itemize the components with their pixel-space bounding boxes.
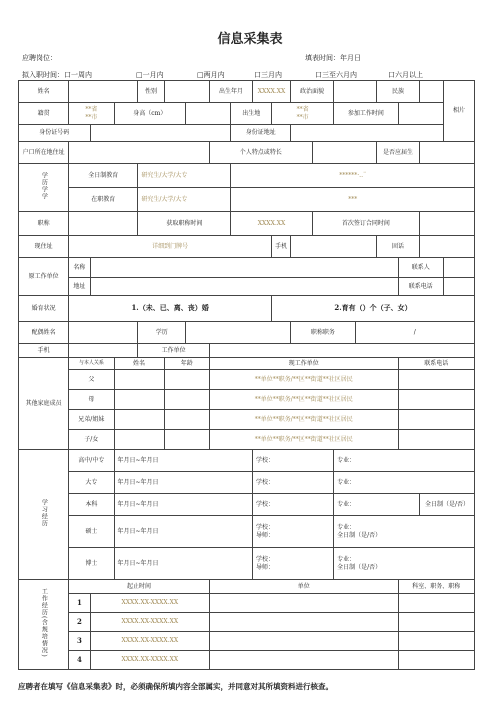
id-addr-field[interactable] xyxy=(291,125,444,142)
native-field[interactable] xyxy=(69,103,114,125)
skill-field[interactable] xyxy=(312,142,376,164)
work-period-field[interactable]: XXXX.XX-XXXX.XX xyxy=(90,594,209,613)
study-level: 博士 xyxy=(69,548,114,580)
birthplace-label: 出生地 xyxy=(231,103,272,125)
name-field[interactable] xyxy=(69,81,138,103)
spouse-job-field[interactable]: / xyxy=(355,322,474,344)
study-dates-field[interactable]: 年月日~年月日 xyxy=(114,450,252,472)
mobile-field[interactable] xyxy=(291,236,377,258)
form-title: 信息采集表 xyxy=(217,32,283,47)
fulltime-label: 全日制教育 xyxy=(69,164,138,188)
native-city: **市 xyxy=(85,113,98,121)
study-school-field[interactable]: 学校： xyxy=(252,472,333,494)
address-field[interactable]: 详细到门牌号 xyxy=(69,236,272,258)
orig-name-field[interactable] xyxy=(90,258,398,278)
study-major-label: 专业： xyxy=(337,524,356,531)
family-employer-header: 现工作单位 xyxy=(209,358,398,370)
orig-phone-field[interactable] xyxy=(443,278,474,296)
parttime-field[interactable]: 研究生/大学/大专 xyxy=(138,188,231,212)
work-period-header: 起止时间 xyxy=(69,580,210,594)
study-school-label: 学校： xyxy=(255,524,274,531)
native-province: **省 xyxy=(85,106,98,113)
native-label: 籍贯 xyxy=(19,103,69,125)
family-phone-field[interactable] xyxy=(398,390,474,410)
work-label-text: 工作经历(含规培情况) xyxy=(40,588,48,659)
family-age-header: 年龄 xyxy=(164,358,209,370)
study-level: 大专 xyxy=(69,472,114,494)
study-dates-field[interactable]: 年月日~年月日 xyxy=(114,494,252,516)
work-row-no: 3 xyxy=(69,632,90,651)
family-name-field[interactable] xyxy=(114,410,164,430)
family-relation-header: 与本人关系 xyxy=(69,358,114,370)
spouse-edu-field[interactable] xyxy=(186,322,291,344)
study-dates-field[interactable]: 年月日~年月日 xyxy=(114,472,252,494)
study-dates-field[interactable]: 年月日~年月日 xyxy=(114,548,252,580)
orig-contact-label: 联系人 xyxy=(398,258,443,278)
family-name-field[interactable] xyxy=(114,430,164,450)
family-age-field[interactable] xyxy=(164,410,209,430)
position-label: 应聘岗位： xyxy=(22,54,57,62)
work-label xyxy=(19,580,69,670)
gender-field[interactable] xyxy=(164,81,209,103)
family-employer-field[interactable]: **单位**职务/**区**街道**社区居民 xyxy=(209,410,398,430)
birthplace-province: **省 xyxy=(296,106,309,113)
study-major-fulltime-field[interactable] xyxy=(334,548,475,580)
id-addr-label: 身份证地址 xyxy=(231,125,291,142)
study-major-label: 专业： xyxy=(337,556,356,563)
family-relation: 母 xyxy=(69,390,114,410)
spouse-edu-label: 学历 xyxy=(138,322,186,344)
title-time-field[interactable]: XXXX.XX xyxy=(231,212,312,236)
orig-phone-label: 联系电话 xyxy=(398,278,443,296)
join-option-6[interactable]: 口六月以上 xyxy=(388,71,423,79)
edu-label xyxy=(19,164,69,212)
work-dept-header: 科室、职务、职称 xyxy=(398,580,474,594)
children-field[interactable]: 2.育有（）个（子、女） xyxy=(272,296,475,322)
family-phone-field[interactable] xyxy=(398,370,474,390)
ethnic-field[interactable] xyxy=(420,81,444,103)
edu-label-text: 学历学学 xyxy=(40,172,48,201)
id-no-field[interactable] xyxy=(90,125,231,142)
study-major-fulltime-field[interactable] xyxy=(334,516,475,548)
work-dept-field[interactable] xyxy=(398,632,474,651)
join-option-1[interactable]: 口一周内 xyxy=(64,71,92,79)
spouse-employer-field[interactable] xyxy=(209,344,474,358)
study-school-advisor-field[interactable] xyxy=(252,548,333,580)
family-age-field[interactable] xyxy=(164,370,209,390)
work-dept-field[interactable] xyxy=(398,594,474,613)
gender-label: 性别 xyxy=(138,81,164,103)
join-option-2[interactable]: □一月内 xyxy=(136,71,164,79)
orig-addr-label: 地址 xyxy=(69,278,90,296)
orig-name-label: 名称 xyxy=(69,258,90,278)
orig-employer-label: 原工作单位 xyxy=(19,258,69,296)
family-age-field[interactable] xyxy=(164,430,209,450)
footer-note: 应聘者在填写《信息采集表》时，必须确保所填内容全部属实，并同意对其所填资料进行核查。 xyxy=(18,682,333,691)
family-phone-field[interactable] xyxy=(398,410,474,430)
study-label xyxy=(19,450,69,580)
study-fulltime-label: 全日制（是/否） xyxy=(337,531,382,539)
spouse-job-label: 职称职务 xyxy=(291,322,355,344)
phone-field[interactable] xyxy=(420,236,475,258)
info-form-table xyxy=(18,80,475,670)
join-label: 拟入职时间： xyxy=(22,71,64,79)
study-level: 高中/中专 xyxy=(69,450,114,472)
orig-addr-field[interactable] xyxy=(90,278,398,296)
join-option-5[interactable]: 口三至六月内 xyxy=(315,71,357,79)
work-time-label: 参加工作时间 xyxy=(334,103,398,125)
family-employer-field[interactable]: **单位**职务/**区**街道**社区居民 xyxy=(209,370,398,390)
work-unit-field[interactable] xyxy=(209,632,398,651)
study-major-field[interactable]: 专业： xyxy=(334,450,475,472)
contract-time-label: 首次签订合同时间 xyxy=(312,212,419,236)
family-relation: 兄弟/姐妹 xyxy=(69,410,114,430)
orig-contact-field[interactable] xyxy=(443,258,474,278)
family-name-field[interactable] xyxy=(114,390,164,410)
work-unit-field[interactable] xyxy=(209,613,398,632)
family-employer-field[interactable]: **单位**职务/**区**街道**社区居民 xyxy=(209,430,398,450)
family-relation: 子/女 xyxy=(69,430,114,450)
marriage-field[interactable]: 1.（未、已、离、丧）婚 xyxy=(69,296,272,322)
study-fulltime-field[interactable]: 全日制（是/否） xyxy=(420,494,475,516)
phone-label: 固话 xyxy=(377,236,420,258)
family-phone-header: 联系电话 xyxy=(398,358,474,370)
birthplace-city: **市 xyxy=(296,113,309,121)
spouse-employer-label: 工作单位 xyxy=(138,344,210,358)
study-advisor-label: 导师： xyxy=(255,531,274,539)
study-school-label: 学校： xyxy=(255,556,274,563)
family-name-header: 姓名 xyxy=(114,358,164,370)
political-field[interactable] xyxy=(334,81,377,103)
birth-label: 出生年月 xyxy=(209,81,252,103)
join-option-3[interactable]: □两月内 xyxy=(197,71,225,79)
hukou-field[interactable] xyxy=(69,142,210,164)
family-name-field[interactable] xyxy=(114,370,164,390)
family-phone-field[interactable] xyxy=(398,430,474,450)
work-unit-field[interactable] xyxy=(209,594,398,613)
work-row-no: 1 xyxy=(69,594,90,613)
study-school-field[interactable]: 学校： xyxy=(252,450,333,472)
study-label-text: 学习经历 xyxy=(40,499,48,528)
id-no-label: 身份证号码 xyxy=(19,125,91,142)
join-option-4[interactable]: 口三月内 xyxy=(254,71,282,79)
study-major-field[interactable]: 专业： xyxy=(334,494,420,516)
study-level: 硕士 xyxy=(69,516,114,548)
address-label: 现住址 xyxy=(19,236,69,258)
political-label: 政治面貌 xyxy=(291,81,334,103)
study-major-field[interactable]: 专业： xyxy=(334,472,475,494)
work-period-field[interactable]: XXXX.XX-XXXX.XX xyxy=(90,613,209,632)
work-dept-field[interactable] xyxy=(398,613,474,632)
parttime-school-field[interactable]: *** xyxy=(231,188,475,212)
marriage-label: 婚育状况 xyxy=(19,296,69,322)
ethnic-label: 民族 xyxy=(377,81,420,103)
work-row-no: 4 xyxy=(69,651,90,670)
name-label: 姓名 xyxy=(19,81,69,103)
birthplace-field[interactable] xyxy=(272,103,334,125)
photo-label: 相片 xyxy=(452,107,465,115)
work-unit-header: 单位 xyxy=(209,580,398,594)
spouse-name-field[interactable] xyxy=(69,322,138,344)
photo-box[interactable] xyxy=(443,81,474,142)
skill-label: 个人特点或特长 xyxy=(209,142,312,164)
mobile-label: 手机 xyxy=(272,236,291,258)
study-fulltime-label: 全日制（是/否） xyxy=(337,563,382,571)
fulltime-school-field[interactable]: ******·‥¨ xyxy=(231,164,475,188)
fulltime-field[interactable]: 研究生/大学/大专 xyxy=(138,164,231,188)
study-school-field[interactable]: 学校： xyxy=(252,494,333,516)
family-age-field[interactable] xyxy=(164,390,209,410)
work-period-field[interactable]: XXXX.XX-XXXX.XX xyxy=(90,651,209,670)
work-period-field[interactable]: XXXX.XX-XXXX.XX xyxy=(90,632,209,651)
title-time-label: 获取职称时间 xyxy=(138,212,231,236)
height-field[interactable] xyxy=(186,103,231,125)
hukou-label: 户口所在地住址 xyxy=(19,142,69,164)
work-unit-field[interactable] xyxy=(209,651,398,670)
title-job-field[interactable] xyxy=(69,212,138,236)
work-row-no: 2 xyxy=(69,613,90,632)
study-level: 本科 xyxy=(69,494,114,516)
work-dept-field[interactable] xyxy=(398,651,474,670)
family-label: 其他家庭成员 xyxy=(19,358,69,450)
family-employer-field[interactable]: **单位**职务/**区**街道**社区居民 xyxy=(209,390,398,410)
spouse-mobile-field[interactable] xyxy=(69,344,138,358)
resident-label: 是否应届生 xyxy=(377,142,420,164)
fill-time-label: 填表时间：年月日 xyxy=(305,54,361,62)
birth-field[interactable]: XXXX.XX xyxy=(252,81,290,103)
study-school-advisor-field[interactable] xyxy=(252,516,333,548)
work-time-field[interactable] xyxy=(398,103,443,125)
height-label: 身高（cm） xyxy=(114,103,186,125)
family-relation: 父 xyxy=(69,370,114,390)
study-advisor-label: 导师： xyxy=(255,563,274,571)
study-dates-field[interactable]: 年月日~年月日 xyxy=(114,516,252,548)
spouse-mobile-label: 手机 xyxy=(19,344,69,358)
resident-field[interactable] xyxy=(420,142,475,164)
title-job-label: 职称 xyxy=(19,212,69,236)
contract-time-field[interactable] xyxy=(420,212,475,236)
parttime-label: 在职教育 xyxy=(69,188,138,212)
spouse-name-label: 配偶姓名 xyxy=(19,322,69,344)
